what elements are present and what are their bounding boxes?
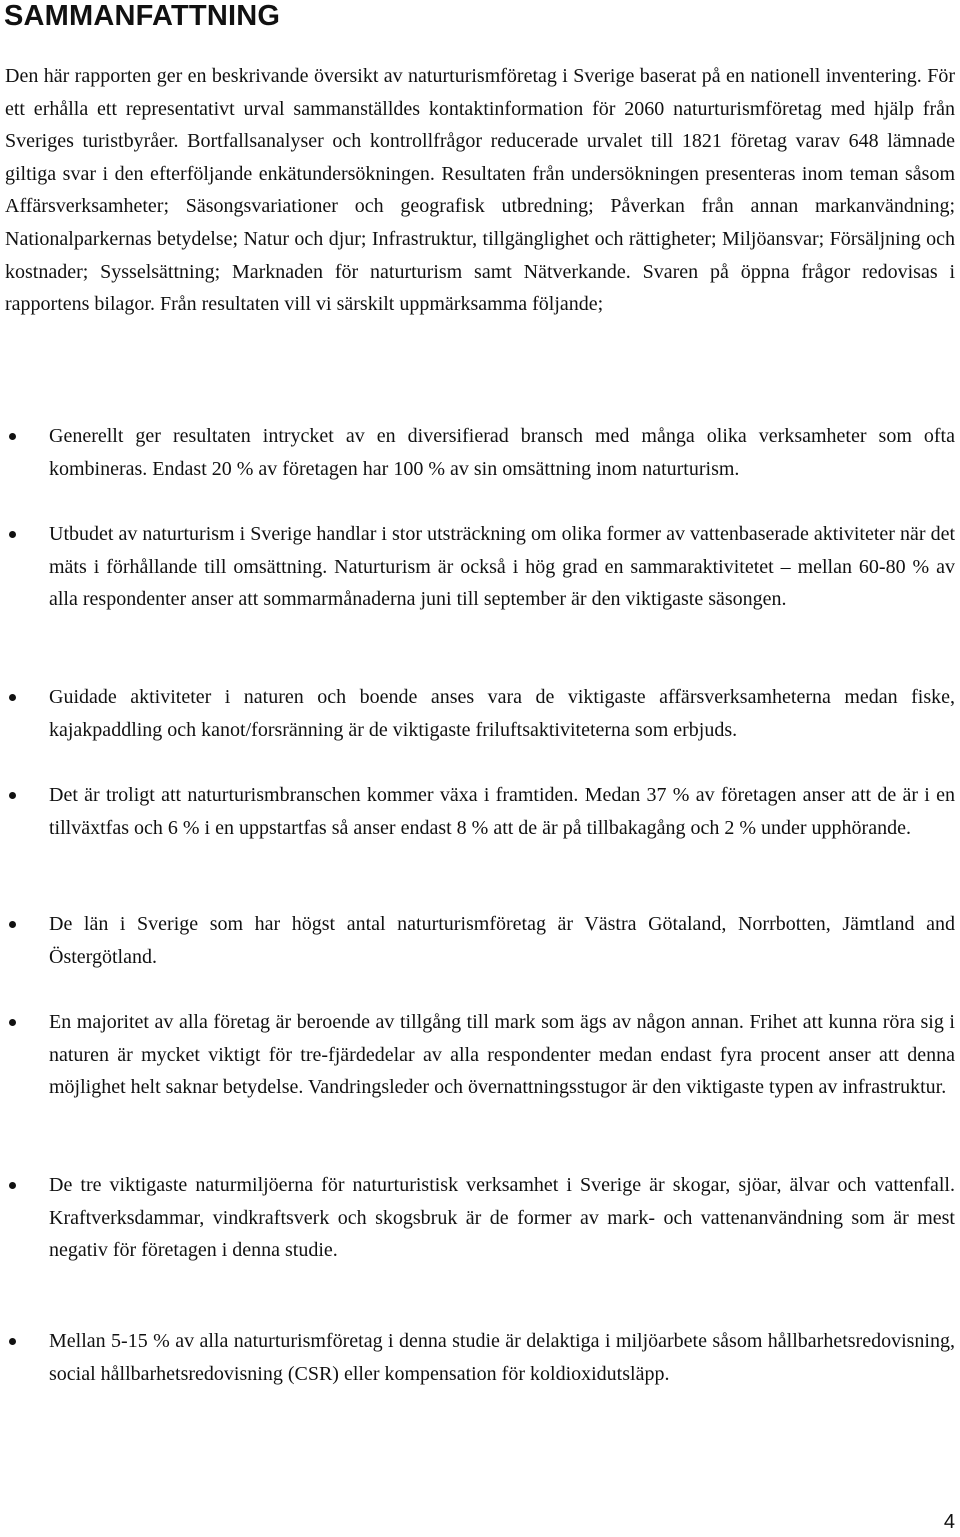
list-item-text: En majoritet av alla företag är beroende av tillgång till mark som ägs av någon annan. Frihet att kunna röra sig i naturen är mycket viktigt för tre-fjärdedelar av alla respondenter medan endast fyra procent anser att denna möjlighet helt saknar betydelse. Vandringsleder och övernattningsstugor är den viktigaste typen av infrastruktur.: [49, 1011, 955, 1099]
bullet-icon: [9, 433, 16, 440]
list-item-text: Mellan 5-15 % av alla naturturismföretag i denna studie är delaktiga i miljöarbete såsom hållbarhetsredovisning, social hållbarhetsredovisning (CSR) eller kompensation för koldioxidutsläpp.: [49, 1330, 955, 1385]
intro-paragraph: Den här rapporten ger en beskrivande översikt av naturturismföretag i Sverige baserat på en nationell inventering. För ett erhålla ett representativt urval sammanställdes kontaktinformation för 2060 naturturismföretag med hjälp från Sveriges turistbyråer. Bortfallsanalyser och kontrollfrågor reducerade urvalet till 1821 företag varav 648 lämnade giltiga svar i den efterföljande enkätundersökningen. Resultaten från undersökningen presenteras inom teman såsom Affärsverksamheter; Säsongsvariationer och geografisk utbredning; Påverkan från annan markanvändning; Nationalparkernas betydelse; Natur och djur; Infrastruktur, tillgänglighet och rättigheter; Miljöansvar; Försäljning och kostnader; Sysselsättning; Marknaden för naturturism samt Nätverkande. Svaren på öppna frågor redovisas i rapportens bilagor. Från resultaten vill vi särskilt uppmärksamma följande;: [5, 65, 955, 316]
bullet-icon: [9, 1182, 16, 1189]
page-number: 4: [943, 1511, 955, 1533]
list-item-text: Generellt ger resultaten intrycket av en diversifierad bransch med många olika verksamheter som ofta kombineras. Endast 20 % av företagen har 100 % av sin omsättning inom naturturism.: [49, 425, 955, 480]
bullet-icon: [9, 531, 16, 538]
bullet-icon: [9, 792, 16, 799]
list-item-text: De tre viktigaste naturmiljöerna för naturturistisk verksamhet i Sverige är skogar, sjöar, älvar och vattenfall. Kraftverksdammar, vindkraftsverk och skogsbruk är de former av mark- och vattenanvändning som är mest negativ för företagen i denna studie.: [49, 1174, 955, 1262]
list-item-text: Utbudet av naturturism i Sverige handlar i stor utsträckning om olika former av vattenbaserade aktiviteter när det mäts i förhållande till omsättning. Naturturism är också i hög grad en sammaraktivitetet – mellan 60-80 % av alla respondenter anser att sommarmånaderna juni till september är den viktigaste säsongen.: [49, 523, 955, 611]
bullet-icon: [9, 1019, 16, 1026]
page-title: SAMMANFATTNING: [4, 0, 281, 32]
list-item-text: Det är troligt att naturturismbranschen kommer växa i framtiden. Medan 37 % av företagen anser att de är i en tillväxtfas och 6 % i en uppstartfas så anser endast 8 % att de är på tillbakagång och 2 % under upphörande.: [49, 784, 955, 839]
bullet-icon: [9, 694, 16, 701]
list-item-text: Guidade aktiviteter i naturen och boende anses vara de viktigaste affärsverksamheterna medan fiske, kajakpaddling och kanot/forsränning är de viktigaste friluftsaktiviteterna som erbjuds.: [49, 686, 955, 741]
list-item-text: De län i Sverige som har högst antal naturturismföretag är Västra Götaland, Norrbotten, Jämtland and Östergötland.: [49, 913, 955, 968]
bullet-icon: [9, 1338, 16, 1345]
bullet-icon: [9, 921, 16, 928]
